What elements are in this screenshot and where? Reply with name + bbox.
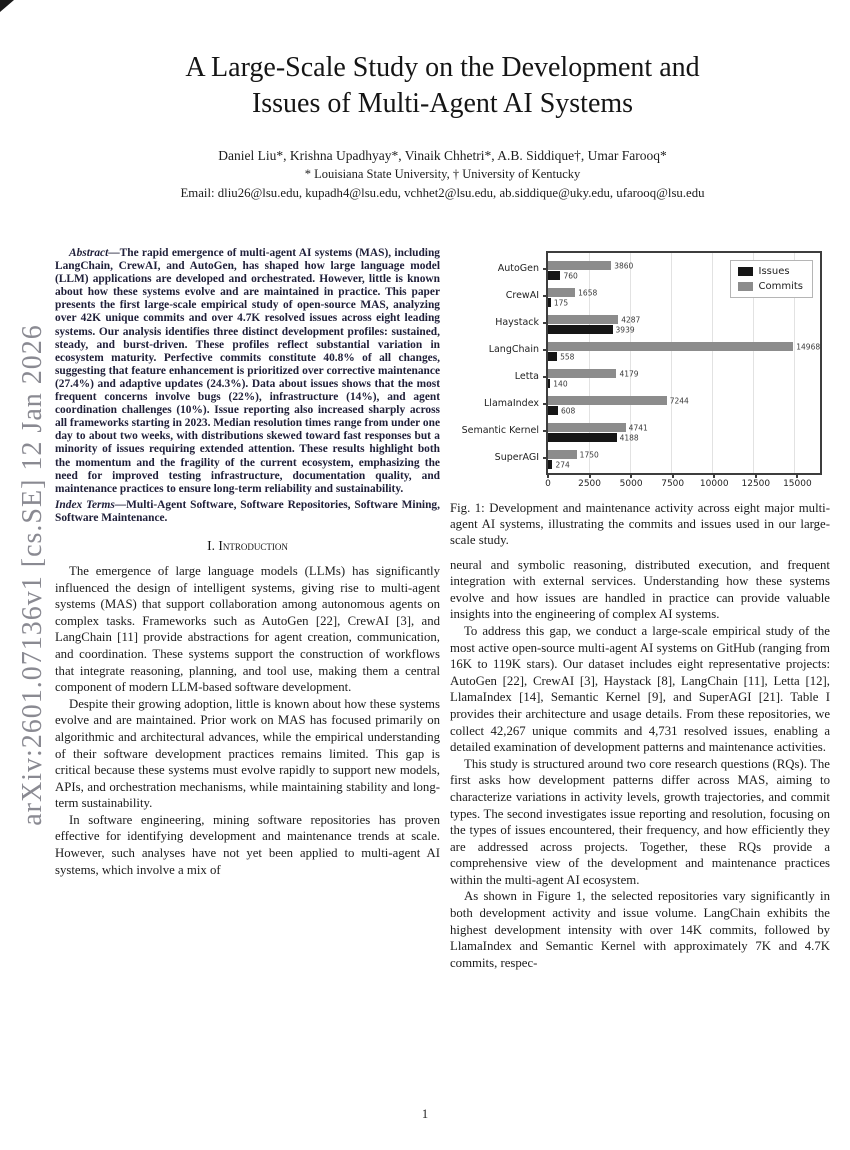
bar-group <box>548 446 820 473</box>
email-line: Email: dliu26@lsu.edu, kupadh4@lsu.edu, vchhet2@lsu.edu, ab.siddique@uky.edu, ufarooq@lsu.edu <box>180 186 705 200</box>
issues-value-label: 760 <box>563 271 578 280</box>
commits-bar <box>548 288 598 297</box>
x-tick-mark <box>630 474 632 478</box>
issues-bar <box>548 379 568 388</box>
x-tick-label: 15000 <box>783 479 812 489</box>
commits-bar <box>548 261 634 270</box>
commits-value-label: 7244 <box>669 396 689 405</box>
issues-bar <box>548 406 576 415</box>
category-label: Haystack <box>454 309 546 336</box>
figure1-legend <box>730 260 814 298</box>
x-tick-mark <box>672 474 674 478</box>
intro-paragraph-1: The emergence of large language models (LLMs) has significantly influenced the design of intelligent systems, giving rise to multi-agent systems (MAS) that support collaboration among autonomous agents on complex tasks. Frameworks such as AutoGen [22], CrewAI [3], and LangChain [11] provide abstractions for agent creation, communication, and coordination. These systems support the construction of workflows that integrate reasoning, planning, and tool use, making them a central component of modern LLM-based software development. <box>55 563 440 695</box>
commits-value-label: 1658 <box>578 288 598 297</box>
right-column <box>450 247 830 971</box>
title-line-2: Issues of Multi-Agent AI Systems <box>251 88 634 119</box>
commits-bar <box>548 369 639 378</box>
bar-group <box>548 419 820 446</box>
category-label: Letta <box>454 363 546 390</box>
x-tick-mark <box>713 474 715 478</box>
bar-group <box>548 365 820 392</box>
issues-value-label: 140 <box>553 379 568 388</box>
x-tick-label: 7500 <box>661 479 685 489</box>
x-tick-label: 0 <box>545 479 551 489</box>
issues-bar <box>548 271 578 280</box>
authors-line: Daniel Liu*, Krishna Upadhyay*, Vinaik Chhetri*, A.B. Siddique†, Umar Farooq* <box>218 148 667 163</box>
legend-label: Commits <box>758 281 803 292</box>
commits-bar <box>548 423 648 432</box>
scan-corner-mark <box>0 0 14 12</box>
category-label: SuperAGI <box>454 444 546 471</box>
title-line-1: A Large-Scale Study on the Development and <box>185 52 700 83</box>
page-number: 1 <box>421 1107 429 1121</box>
issues-value-label: 558 <box>560 352 575 361</box>
commits-value-label: 4741 <box>628 423 648 432</box>
intro-paragraph-3: In software engineering, mining software repositories has proven effective for identifying development and maintenance trends at scale. However, such analyses have not yet been applied to multi-agent AI systems, which involve a mix of <box>55 812 440 877</box>
category-label: LlamaIndex <box>454 390 546 417</box>
commits-bar <box>548 315 641 324</box>
figure1-ylabels <box>454 251 546 475</box>
legend-swatch <box>738 267 753 276</box>
x-tick-mark <box>589 474 591 478</box>
category-label: Semantic Kernel <box>454 417 546 444</box>
commits-bar <box>548 396 689 405</box>
x-tick-label: 2500 <box>578 479 602 489</box>
section-heading-introduction: I. Introduction <box>207 537 288 553</box>
figure1-chart <box>454 247 826 475</box>
issues-bar <box>548 460 570 469</box>
right-paragraph-4: As shown in Figure 1, the selected repositories vary significantly in both development activity and issue volume. LangChain exhibits the highest development intensity with over 14K commits, followed by LlamaIndex and Semantic Kernel with approximately 7K and 4.7K commits, respec- <box>450 889 830 970</box>
figure1-caption: Fig. 1: Development and maintenance activity across eight major multi-agent AI systems, illustrating the commits and issues used in our large-scale study. <box>450 501 830 548</box>
commits-value-label: 4179 <box>619 369 639 378</box>
affiliations-line: * Louisiana State University, † University of Kentucky <box>304 167 581 181</box>
index-terms-text: —Multi-Agent Software, Software Repositories, Software Mining, Software Maintenance. <box>55 498 440 524</box>
commits-value-label: 4287 <box>621 315 641 324</box>
legend-entry <box>738 281 804 292</box>
abstract-lead: Abstract <box>69 247 109 259</box>
bar-group <box>548 311 820 338</box>
legend-label: Issues <box>758 266 790 277</box>
x-tick-mark <box>547 474 549 478</box>
category-label: AutoGen <box>454 255 546 282</box>
legend-swatch <box>738 282 753 291</box>
issues-value-label: 3939 <box>615 325 635 334</box>
left-column <box>55 247 440 878</box>
x-tick-label: 12500 <box>741 479 771 489</box>
bar-group <box>548 392 820 419</box>
right-paragraph-3: This study is structured around two core research questions (RQs). The first asks how development patterns differ across MAS, aiming to characterize variations in activity levels, growth trajectories, and commit types. The second investigates issue reporting and resolution, focusing on the types of issues encountered, their frequency, and how efficiently they are addressed across projects. Together, these RQs provide a comprehensive view of the development and maintenance practices within the multi-agent AI ecosystem. <box>450 756 830 887</box>
arxiv-watermark: arXiv:2601.07136v1 [cs.SE] 12 Jan 2026 <box>17 324 48 826</box>
commits-bar <box>548 342 821 351</box>
issues-bar <box>548 352 575 361</box>
commits-value-label: 3860 <box>614 261 634 270</box>
issues-value-label: 608 <box>560 406 576 415</box>
figure1-xaxis <box>545 475 824 491</box>
paper-header <box>55 50 830 201</box>
issues-bar <box>548 325 635 334</box>
category-label: LangChain <box>454 336 546 363</box>
x-tick-mark <box>796 474 798 478</box>
x-tick-label: 5000 <box>619 479 643 489</box>
commits-value-label: 14968 <box>796 342 821 351</box>
x-tick-label: 10000 <box>699 479 729 489</box>
intro-paragraph-2: Despite their growing adoption, little is known about how these systems evolve and are maintained. Prior work on MAS has focused primarily on algorithmic and architectural advances, while the empirical understanding of their software development practices remains limited. This gap is critical because these systems must evolve rapidly to support new models, APIs, and orchestration mechanisms, while maintaining stability and long-term sustainability. <box>55 696 440 811</box>
commits-bar <box>548 450 599 459</box>
figure1 <box>454 247 826 491</box>
issues-bar <box>548 298 569 307</box>
right-paragraph-1: neural and symbolic reasoning, distributed execution, and frequent integration with external services. Understanding how these systems evolve and how issues are handled in practice can provide valuable insights into the engineering of complex AI systems. <box>450 557 830 622</box>
index-terms <box>55 499 440 525</box>
issues-value-label: 4188 <box>619 433 639 442</box>
legend-entry <box>738 266 804 277</box>
issues-bar <box>548 433 639 442</box>
abstract-text: —The rapid emergence of multi-agent AI systems (MAS), including LangChain, CrewAI, and AutoGen, has shaped how large language model (LLM) applications are developed and orchestrated. However, little is known about how these systems evolve and are maintained in practice. This paper presents the first large-scale empirical study of open-source MAS, analyzing over 42K unique commits and over 4.7K resolved issues across eight leading systems. Our analysis identifies three distinct development profiles: sustained, steady, and burst-driven. These profiles reflect substantial variation in ecosystem maturity. Perfective commits constitute 40.8% of all changes, suggesting that feature enhancement is prioritized over corrective maintenance (27.4%) and adaptive updates (24.3%). Data about issues shows that the most frequent concerns involve bugs (22%), infrastructure (14%), and agent coordination challenges (10%). Issue reporting also increased sharply across all frameworks starting in 2023. Median resolution times range from under one day to about two weeks, with distributions skewed toward fast responses but a minority of issues requiring extended attention. These results highlight both the momentum and the fragility of the current ecosystem, emphasizing the need for improved testing infrastructure, documentation quality, and maintenance practices to ensure long-term reliability and sustainability. <box>55 247 440 495</box>
x-tick-mark <box>755 474 757 478</box>
bar-group <box>548 338 820 365</box>
commits-value-label: 1750 <box>579 450 599 459</box>
page-title <box>55 50 830 122</box>
index-terms-lead: Index Terms <box>55 498 115 511</box>
abstract <box>55 247 440 496</box>
issues-value-label: 274 <box>555 460 570 469</box>
figure1-plot <box>546 251 822 475</box>
category-label: CrewAI <box>454 282 546 309</box>
issues-value-label: 175 <box>553 298 569 307</box>
right-paragraph-2: To address this gap, we conduct a large-scale empirical study of the most active open-source multi-agent AI systems on GitHub (ranging from 16K to 119K stars). Our dataset includes eight representative projects: AutoGen [22], CrewAI [3], Haystack [8], LangChain [11], Letta [12], LlamaIndex [14], Semantic Kernel [9], and SuperAGI [21]. Table I provides their architecture and usage details. From these repositories, we collect 42,267 unique commits and 4,731 resolved issues, enabling a detailed examination of development patterns and maintenance activities. <box>450 623 830 755</box>
